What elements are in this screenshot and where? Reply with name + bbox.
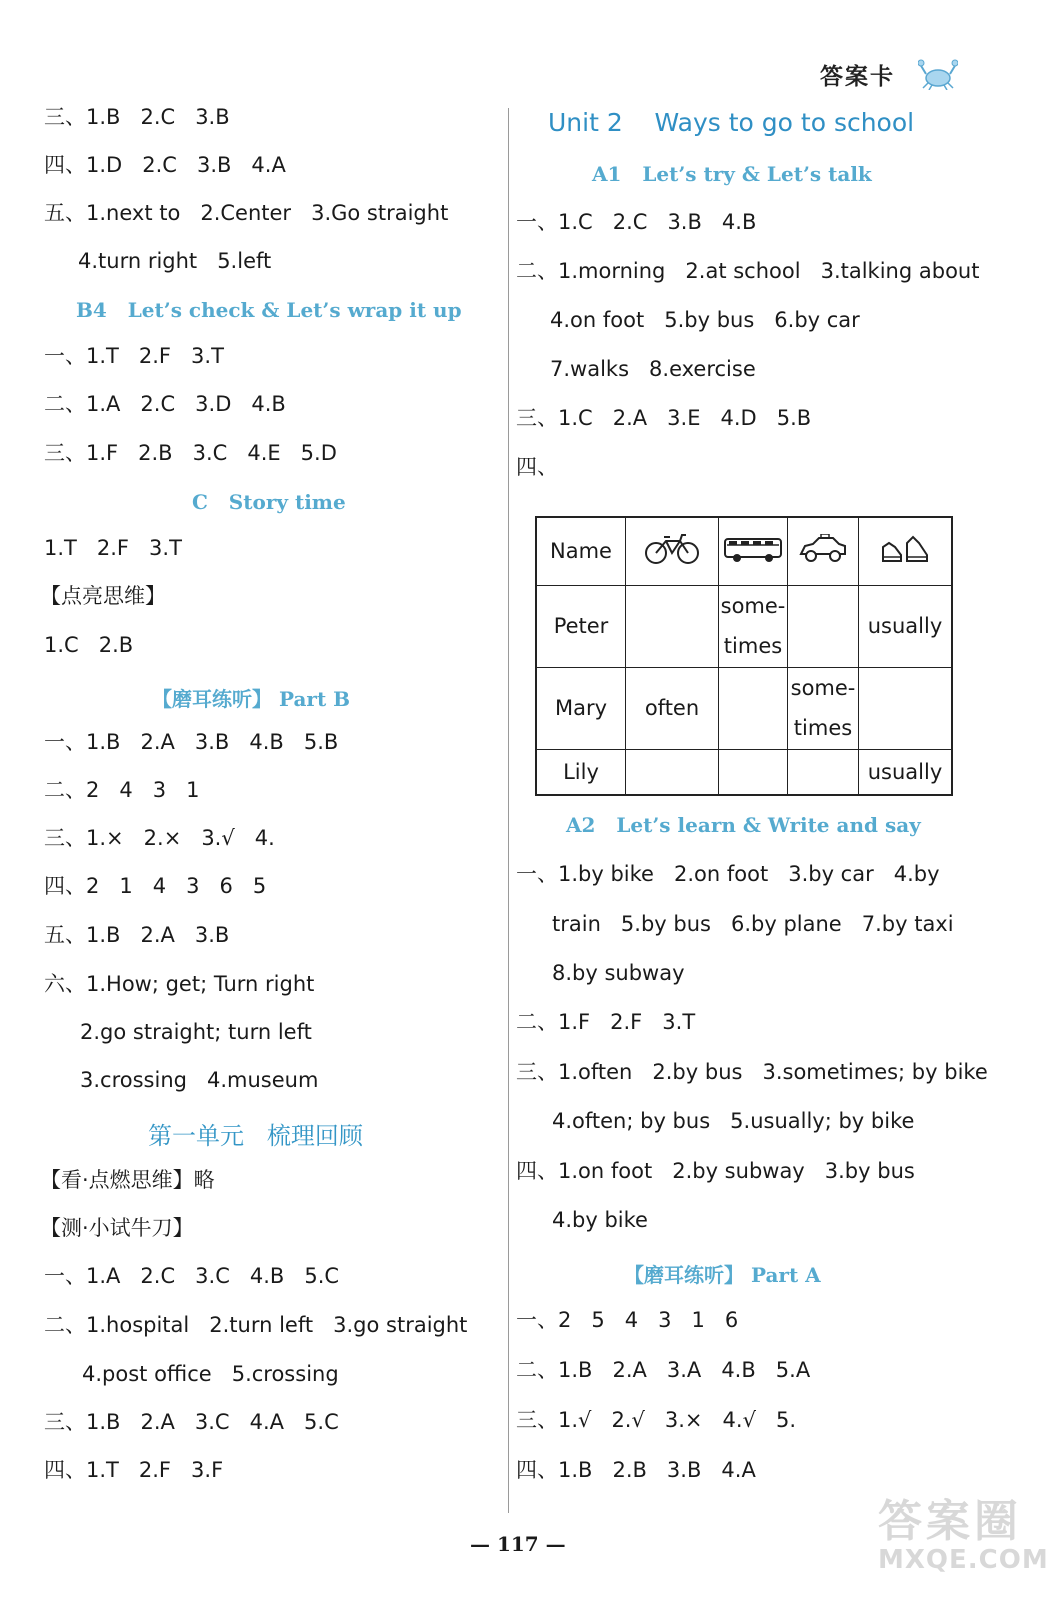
answer-line: 五、1.next to 2.Center 3.Go straight	[44, 201, 449, 225]
answer-line: 一、1.T 2.F 3.T	[44, 344, 224, 368]
answer-line: 三、1.often 2.by bus 3.sometimes; by bike	[516, 1060, 988, 1084]
section-heading: B4 Let’s check & Let’s wrap it up	[76, 298, 462, 322]
answer-line: 1.T 2.F 3.T	[44, 536, 182, 560]
answer-line: 四、	[516, 455, 558, 479]
column-divider	[508, 108, 509, 1513]
answer-line: 4.turn right 5.left	[78, 249, 272, 273]
transport-table	[535, 516, 953, 796]
table-cell-name: Lily	[536, 749, 626, 795]
answer-line: 二、2 4 3 1	[44, 778, 200, 802]
answer-line: 四、2 1 4 3 6 5	[44, 874, 267, 898]
answer-line: 一、1.A 2.C 3.C 4.B 5.C	[44, 1264, 340, 1288]
answer-line: 8.by subway	[552, 961, 685, 985]
table-cell-empty	[626, 749, 719, 795]
crab-icon	[918, 56, 958, 90]
cell-line: some-	[790, 676, 856, 700]
answer-line: 7.walks 8.exercise	[550, 357, 756, 381]
answer-line: 二、1.F 2.F 3.T	[516, 1010, 696, 1034]
answer-line: 三、1.C 2.A 3.E 4.D 5.B	[516, 406, 812, 430]
answer-line: 4.on foot 5.by bus 6.by car	[550, 308, 860, 332]
answer-line: 4.by bike	[552, 1208, 648, 1232]
bike-icon	[644, 533, 700, 565]
page-number: — 117 —	[470, 1532, 566, 1556]
answer-line: 【看·点燃思维】略	[40, 1168, 215, 1192]
answer-line: 二、1.hospital 2.turn left 3.go straight	[44, 1313, 468, 1337]
section-heading: C Story time	[192, 490, 346, 514]
watermark-top: 答案圈	[878, 1496, 1022, 1547]
table-cell-empty	[788, 749, 859, 795]
watermark-bottom: MXQE.COM	[878, 1545, 1049, 1575]
answer-line: 一、1.B 2.A 3.B 4.B 5.B	[44, 730, 339, 754]
watermark	[878, 1485, 1049, 1575]
table-cell-empty	[788, 585, 859, 667]
table-cell-value: usually	[859, 749, 953, 795]
cell-line: times	[723, 634, 783, 658]
answer-line: 三、1.F 2.B 3.C 4.E 5.D	[44, 441, 337, 465]
table-cell-empty	[626, 585, 719, 667]
car-icon	[797, 534, 849, 564]
answer-line: 4.often; by bus 5.usually; by bike	[552, 1109, 915, 1133]
table-header-bike	[626, 517, 719, 585]
section-heading: 【磨耳练听】 Part B	[152, 687, 351, 711]
cell-line: times	[793, 716, 853, 740]
answer-line: 1.C 2.B	[44, 633, 134, 657]
table-cell-value	[788, 667, 859, 749]
table-cell-value: usually	[859, 585, 953, 667]
feet-icon	[877, 533, 933, 565]
section-heading: A2 Let’s learn & Write and say	[566, 813, 921, 837]
header-title: 答案卡	[820, 64, 895, 90]
answer-line: 【点亮思维】	[40, 584, 166, 608]
answer-line: 二、1.B 2.A 3.A 4.B 5.A	[516, 1358, 811, 1382]
answer-line: 二、1.morning 2.at school 3.talking about	[516, 259, 980, 283]
answer-line: 三、1.× 2.× 3.√ 4.	[44, 826, 275, 850]
answer-line: train 5.by bus 6.by plane 7.by taxi	[552, 912, 954, 936]
answer-line: 一、2 5 4 3 1 6	[516, 1308, 739, 1332]
table-cell-name: Peter	[536, 585, 626, 667]
answer-line: 六、1.How; get; Turn right	[44, 972, 315, 996]
table-cell-value: often	[626, 667, 719, 749]
cell-line: some-	[720, 594, 786, 618]
answer-line: 四、1.T 2.F 3.F	[44, 1458, 224, 1482]
table-header-bus	[719, 517, 788, 585]
answer-line: 三、1.B 2.A 3.C 4.A 5.C	[44, 1410, 339, 1434]
answer-line: 一、1.by bike 2.on foot 3.by car 4.by	[516, 862, 940, 886]
section-heading: 第一单元 梳理回顾	[148, 1122, 363, 1150]
answer-line: 四、1.on foot 2.by subway 3.by bus	[516, 1159, 915, 1183]
bus-icon	[723, 535, 783, 563]
section-heading: 【磨耳练听】 Part A	[624, 1263, 821, 1287]
table-cell-value	[719, 585, 788, 667]
answer-line: 二、1.A 2.C 3.D 4.B	[44, 392, 286, 416]
answer-line: 四、1.D 2.C 3.B 4.A	[44, 153, 286, 177]
table-cell-name: Mary	[536, 667, 626, 749]
table-cell-empty	[859, 667, 953, 749]
table-header-foot	[859, 517, 953, 585]
table-header-car	[788, 517, 859, 585]
answer-line: 四、1.B 2.B 3.B 4.A	[516, 1458, 756, 1482]
table-cell-empty	[719, 749, 788, 795]
answer-line: 3.crossing 4.museum	[80, 1068, 319, 1092]
answer-line: 【测·小试牛刀】	[40, 1216, 194, 1240]
answer-line: 2.go straight; turn left	[80, 1020, 312, 1044]
answer-line: 一、1.C 2.C 3.B 4.B	[516, 210, 757, 234]
table-header-name: Name	[536, 517, 626, 585]
section-heading: A1 Let’s try & Let’s talk	[592, 162, 872, 186]
answer-line: 三、1.√ 2.√ 3.× 4.√ 5.	[516, 1408, 797, 1432]
answer-line: 三、1.B 2.C 3.B	[44, 105, 230, 129]
answer-line: 4.post office 5.crossing	[82, 1362, 339, 1386]
table-cell-empty	[719, 667, 788, 749]
answer-line: 五、1.B 2.A 3.B	[44, 923, 230, 947]
unit-title: Unit 2 Ways to go to school	[548, 108, 915, 137]
